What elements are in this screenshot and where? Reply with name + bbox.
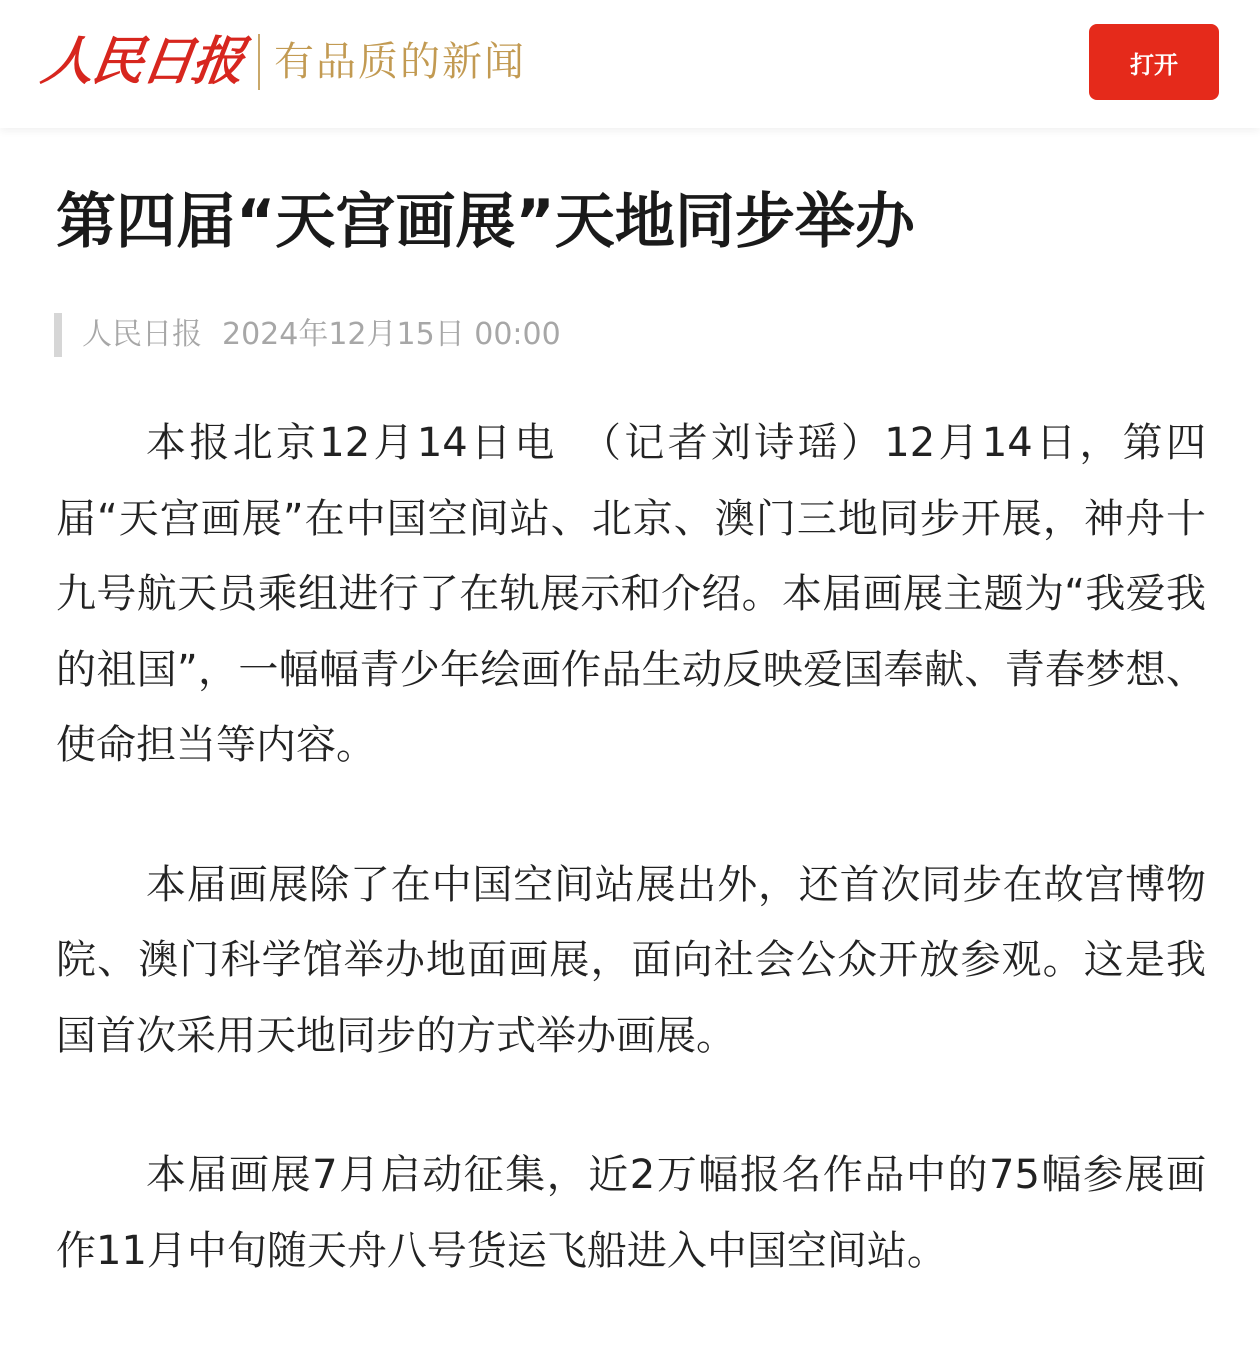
people-daily-logo[interactable] <box>37 28 527 96</box>
logo-slogan: 有品质的新闻 <box>274 39 527 85</box>
article-title: 第四届“天宫画展”天地同步举办 <box>56 187 915 257</box>
article-body <box>56 406 1206 1353</box>
article-source: 人民日报 <box>82 317 202 352</box>
meta-accent-bar <box>54 313 62 357</box>
logo-divider <box>258 34 260 90</box>
open-app-button[interactable]: 打开 <box>1089 24 1219 100</box>
top-app-banner <box>0 0 1260 128</box>
article-paragraph: 本届画展除了在中国空间站展出外，还首次同步在故宫博物院、澳门科学馆举办地面画展，面向社会公众开放参观。这是我国首次采用天地同步的方式举办画展。 <box>56 861 1206 1059</box>
article-paragraph: 本报北京12月14日电 （记者刘诗瑶）12月14日，第四届“天宫画展”在中国空间站、北京、澳门三地同步开展，神舟十九号航天员乘组进行了在轨展示和介绍。本届画展主题为“我爱我的祖国”，一幅幅青少年绘画作品生动反映爱国奉献、青春梦想、使命担当等内容。 <box>56 420 1206 768</box>
article-meta <box>54 312 561 358</box>
logo-wordmark: 人民日报 <box>37 31 247 92</box>
article-datetime: 2024年12月15日 00:00 <box>222 317 561 352</box>
article-paragraph: 本届画展7月启动征集，近2万幅报名作品中的75幅参展画作11月中旬随天舟八号货运飞船进入中国空间站。 <box>56 1152 1206 1274</box>
